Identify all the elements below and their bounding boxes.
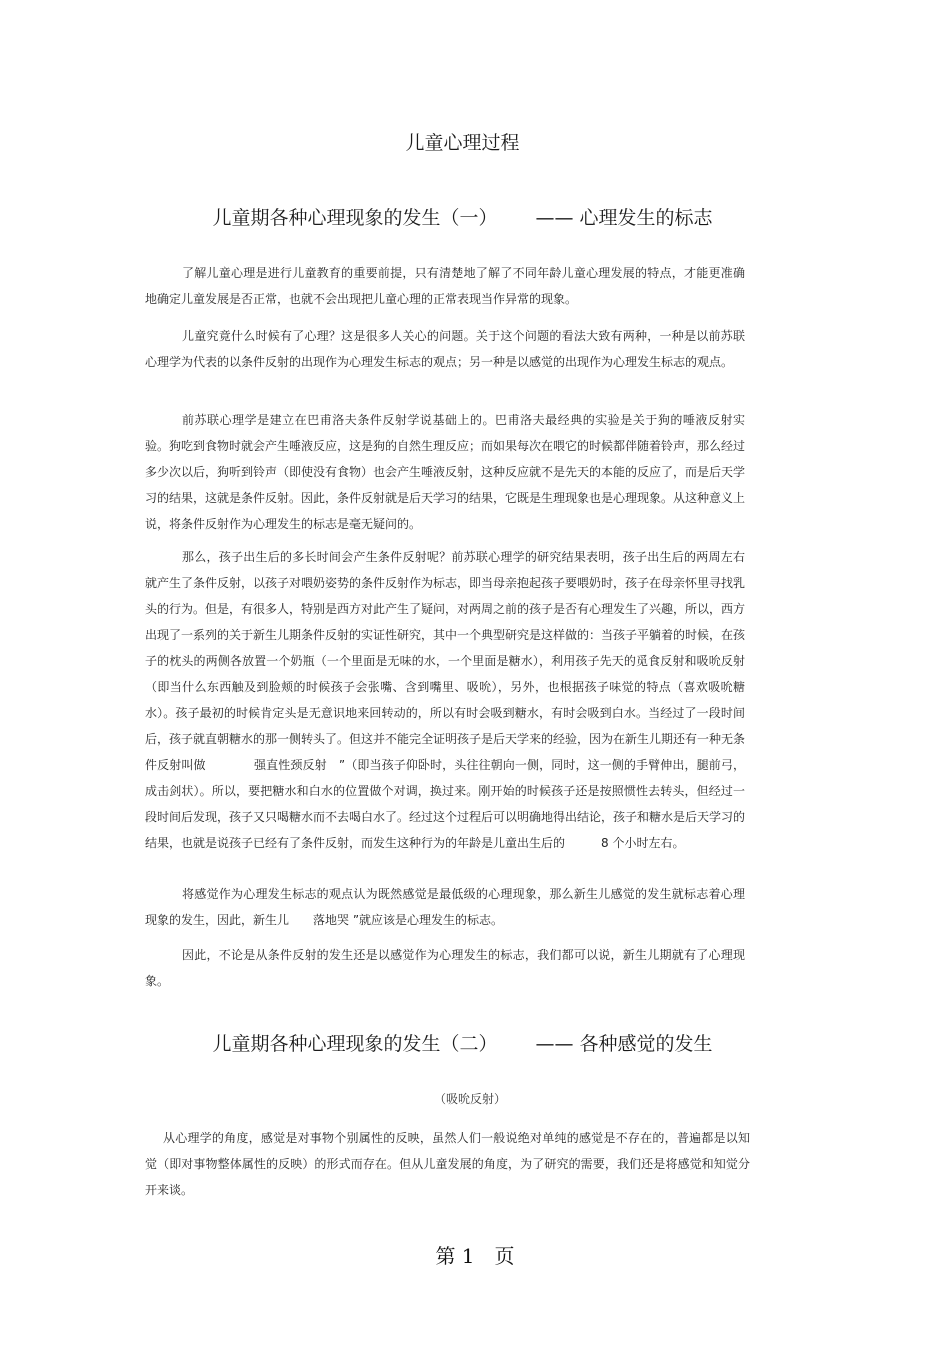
section-1-heading-left: 儿童期各种心理现象的发生（一） bbox=[212, 207, 498, 229]
paragraph: 从心理学的角度，感觉是对事物个别属性的反映，虽然人们一般说绝对单纯的感觉是不存在的，普遍都是以知觉（即对事物整体属性的反映）的形式而存在。但从儿童发展的角度，为了研究的需要，我们还是将感觉和知觉分开来谈。 bbox=[145, 1131, 750, 1197]
paragraph: 儿童究竟什么时候有了心理？这是很多人关心的问题。关于这个问题的看法大致有两种，一种是以前苏联心理学为代表的以条件反射的出现作为心理发生标志的观点；另一种是以感觉的出现作为心理发生标志的观点。 bbox=[145, 329, 745, 369]
section-2-heading-left: 儿童期各种心理现象的发生（二） bbox=[212, 1033, 498, 1055]
section-1-heading bbox=[0, 203, 925, 230]
paragraph: 了解儿童心理是进行儿童教育的重要前提，只有清楚地了解了不同年龄儿童心理发展的特点，才能更准确地确定儿童发展是否正常，也就不会出现把儿童心理的正常表现当作异常的现象。 bbox=[145, 266, 745, 306]
document-title: 儿童心理过程 bbox=[405, 132, 520, 154]
section-1-heading-right: —— 心理发生的标志 bbox=[535, 207, 713, 229]
page-number: 第 1 页 bbox=[435, 1244, 515, 1268]
section-2-heading-right: —— 各种感觉的发生 bbox=[535, 1033, 713, 1055]
paragraph: 将感觉作为心理发生标志的观点认为既然感觉是最低级的心理现象，那么新生儿感觉的发生就标志着心理现象的发生，因此，新生儿 落地哭 ”就应该是心理发生的标志。 bbox=[145, 887, 745, 927]
figure-caption: （吸吮反射） bbox=[433, 1092, 506, 1106]
paragraph: 因此，不论是从条件反射的发生还是以感觉作为心理发生的标志，我们都可以说，新生儿期就有了心理现象。 bbox=[145, 948, 745, 988]
paragraph: 那么，孩子出生后的多长时间会产生条件反射呢？前苏联心理学的研究结果表明，孩子出生后的两周左右就产生了条件反射，以孩子对喂奶姿势的条件反射作为标志，即当母亲抱起孩子要喂奶时，孩子在母亲怀里寻找乳头的行为。但是，有很多人，特别是西方对此产生了疑问，对两周之前的孩子是否有心理发生了兴趣，所以，西方出现了一系列的关于新生儿期条件反射的实证性研究，其中一个典型研究是这样做的：当孩子平躺着的时候，在孩子的枕头的两侧各放置一个奶瓶（一个里面是无味的水，一个里面是糖水），利用孩子先天的觅食反射和吸吮反射（即当什么东西触及到脸颊的时候孩子会张嘴、含到嘴里、吸吮），另外，也根据孩子味觉的特点（喜欢吸吮糖水）。孩子最初的时候肯定头是无意识地来回转动的，所以有时会吸到糖水，有时会吸到白水。当经过了一段时间后，孩子就直朝糖水的那一侧转头了。但这并不能完全证明孩子是后天学来的经验，因为在新生儿期还有一种无条件反射叫做 强直性颈反射 ”（即当孩子仰卧时，头往往朝向一侧，同时，这一侧的手臂伸出，腿前弓，成击剑状）。所以，要把糖水和白水的位置做个对调，换过来。刚开始的时候孩子还是按照惯性去转头，但经过一段时间后发现，孩子又只喝糖水而不去喝白水了。经过这个过程后可以明确地得出结论，孩子和糖水是后天学习的结果，也就是说孩子已经有了条件反射，而发生这种行为的年龄是儿童出生后的 8 个小时左右。 bbox=[145, 550, 746, 850]
paragraph: 前苏联心理学是建立在巴甫洛夫条件反射学说基础上的。巴甫洛夫最经典的实验是关于狗的唾液反射实验。狗吃到食物时就会产生唾液反应，这是狗的自然生理反应；而如果每次在喂它的时候都伴随着铃声，那么经过多少次以后，狗听到铃声（即使没有食物）也会产生唾液反射，这种反应就不是先天的本能的反应了，而是后天学习的结果，这就是条件反射。因此，条件反射就是后天学习的结果，它既是生理现象也是心理现象。从这种意义上说，将条件反射作为心理发生的标志是毫无疑问的。 bbox=[145, 413, 746, 531]
section-2-heading bbox=[0, 1029, 925, 1056]
